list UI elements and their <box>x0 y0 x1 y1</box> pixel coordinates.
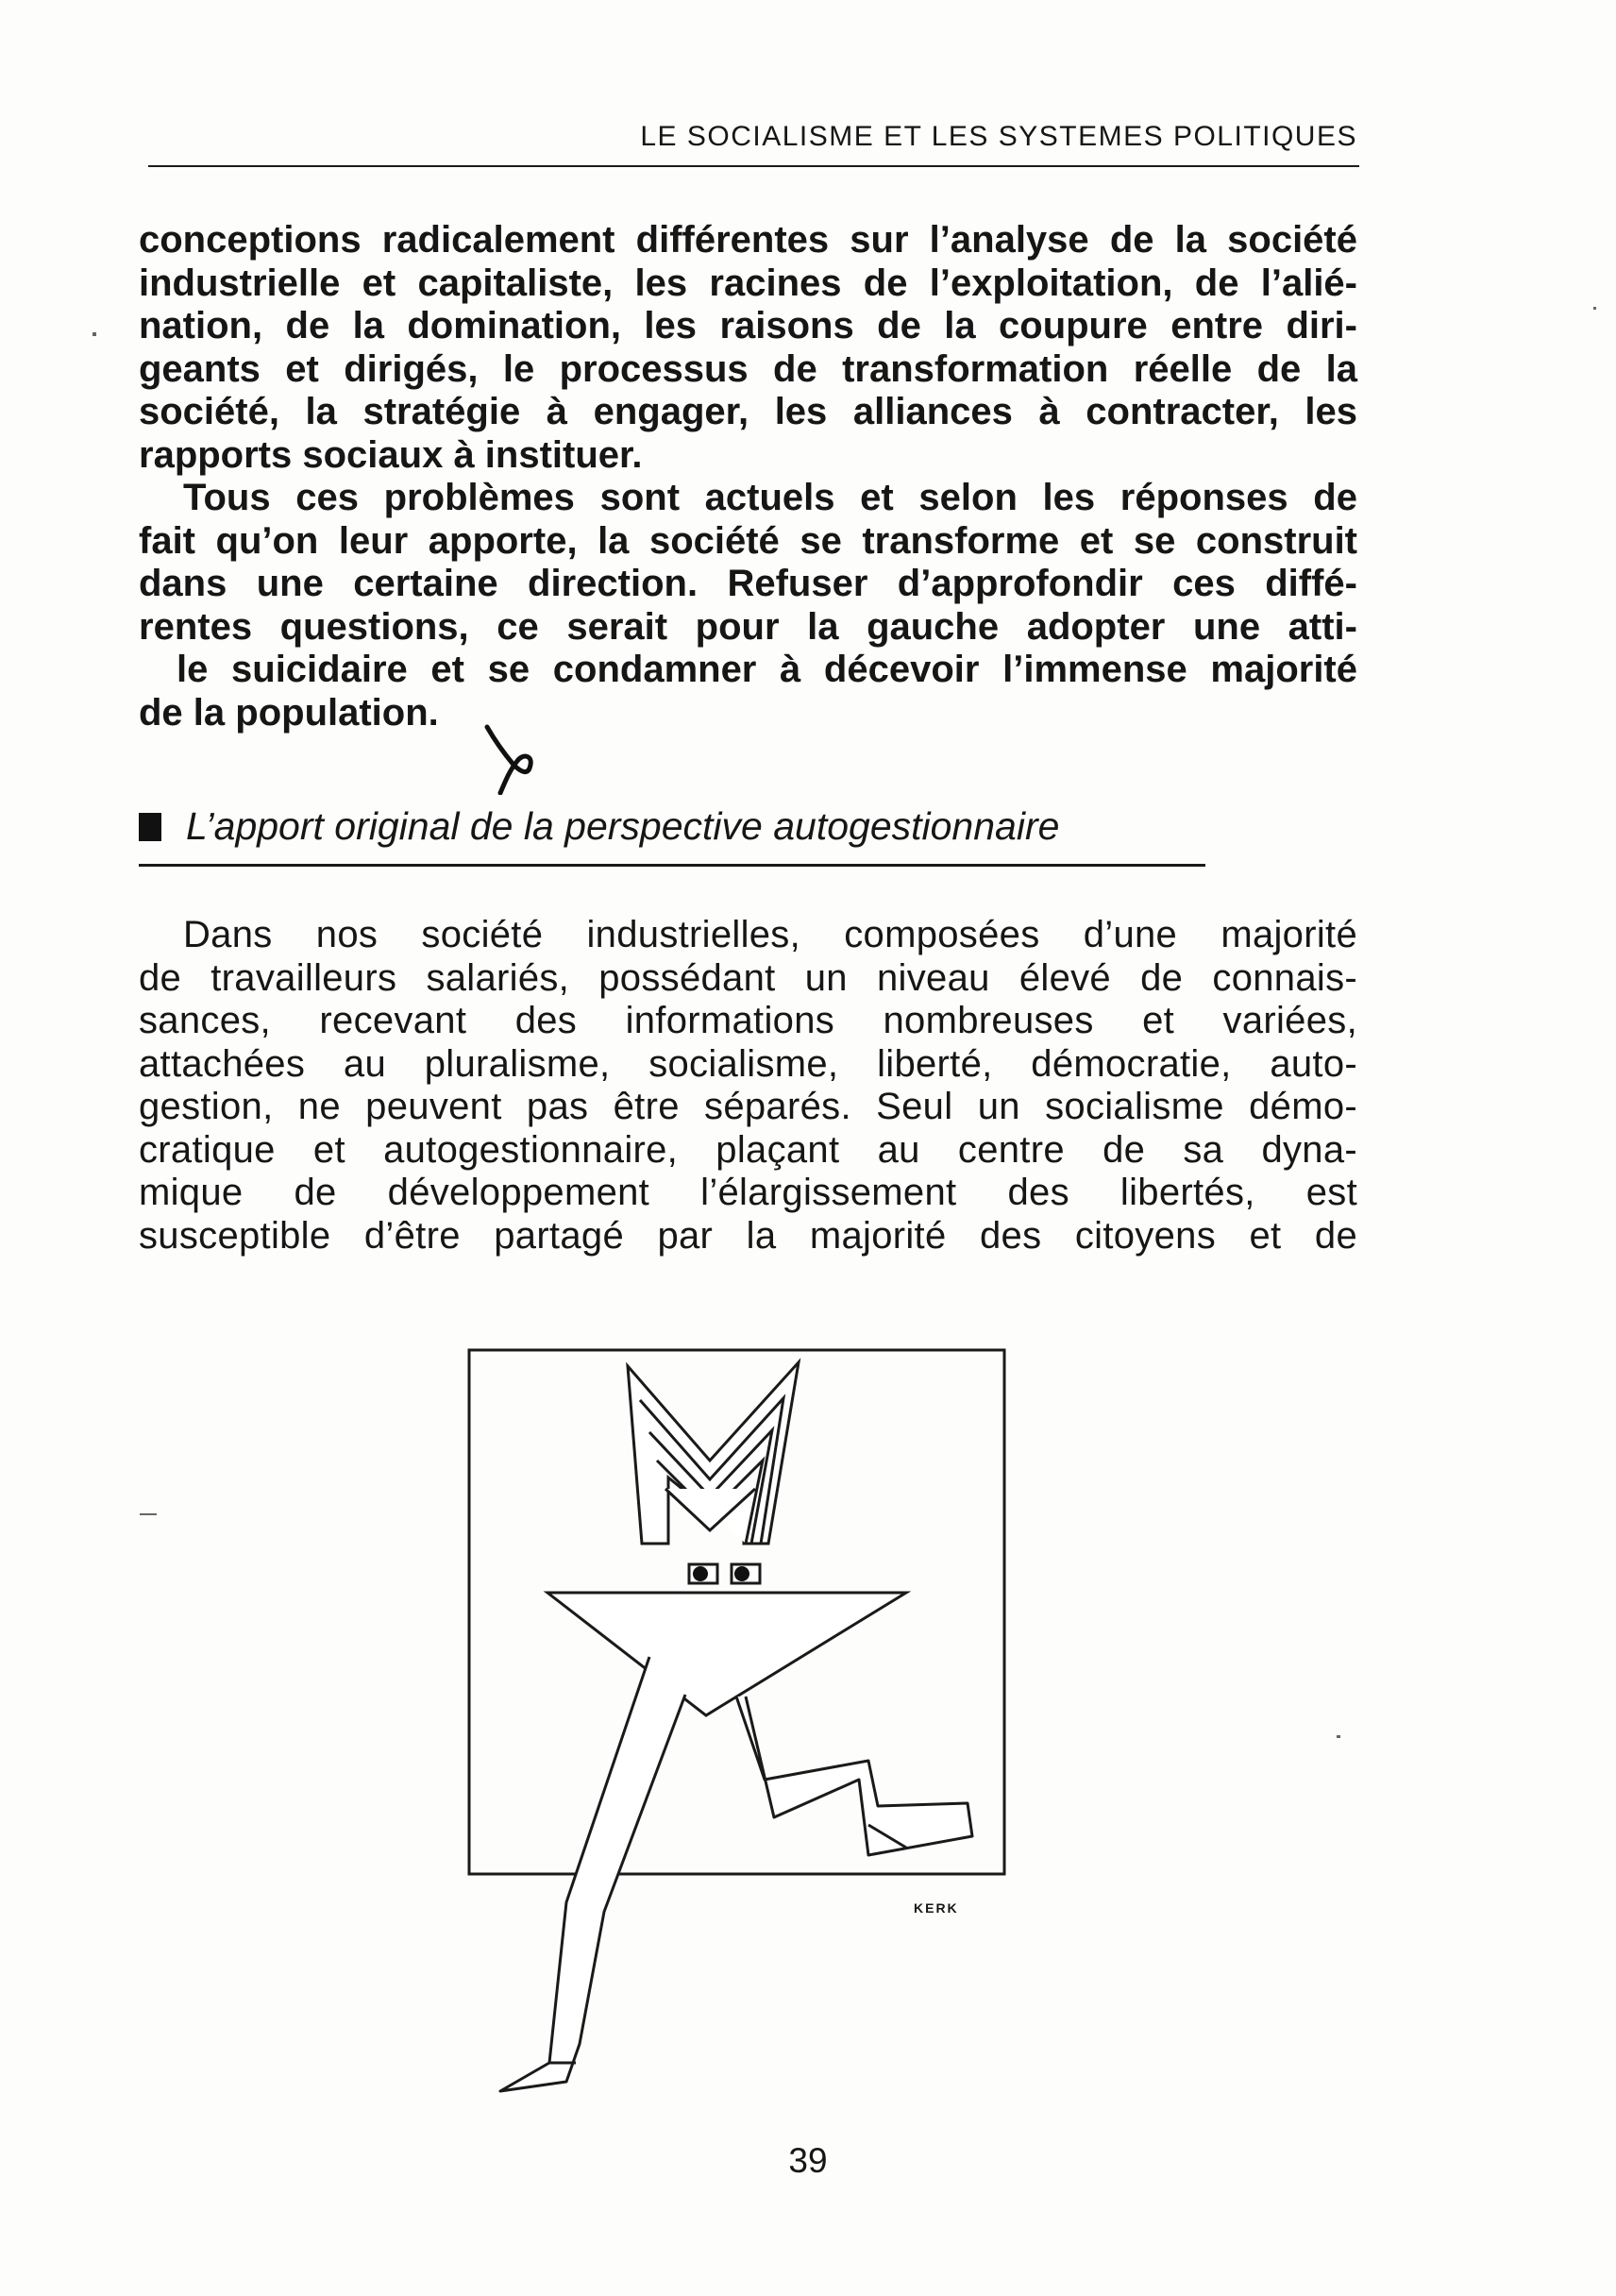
text-line: gestion, ne peuvent pas être séparés. Seul un socialisme démo- <box>139 1086 1357 1127</box>
text-line: société, la stratégie à engager, les alliances à contracter, les <box>139 391 1357 432</box>
text-line: rapports sociaux à instituer. <box>139 433 643 476</box>
scan-speck <box>1593 307 1596 310</box>
square-bullet-icon <box>139 813 161 841</box>
text-line: le suicidaire et se condamner à décevoir l’immense majorité <box>177 649 1357 690</box>
text-line: Dans nos société industrielles, composées d’une majorité <box>183 914 1357 955</box>
text-line: Tous ces problèmes sont actuels et selon les réponses de <box>183 477 1357 518</box>
scan-speck <box>1337 1735 1340 1738</box>
running-head: LE SOCIALISME ET LES SYSTEMES POLITIQUES <box>640 121 1357 152</box>
text-line: attachées au pluralisme, socialisme, liberté, démocratie, auto- <box>139 1042 1357 1085</box>
paragraph-2 <box>139 477 1357 734</box>
section-heading-text: L’apport original de la perspective autogestionnaire <box>186 804 1060 848</box>
text-line: conceptions radicalement différentes sur l’analyse de la société <box>139 219 1357 261</box>
paragraph-3 <box>139 914 1357 1258</box>
text-line: susceptible d’être partagé par la majorité des citoyens et de <box>139 1214 1357 1257</box>
paragraph-1 <box>139 219 1357 477</box>
text-line: nation, de la domination, les raisons de la coupure entre diri- <box>139 305 1357 346</box>
scan-speck <box>93 332 96 336</box>
text-line: rentes questions, ce serait pour la gauche adopter une atti- <box>139 605 1357 648</box>
text-line: de la population. <box>139 691 439 734</box>
cartoon-illustration <box>463 1345 1029 2138</box>
text-line: cratique et autogestionnaire, plaçant au centre de sa dyna- <box>139 1128 1357 1171</box>
text-line: industrielle et capitaliste, les racines de l’exploitation, de l’alié- <box>139 262 1357 304</box>
text-line: sances, recevant des informations nombreuses et variées, <box>139 1000 1357 1041</box>
section-rule <box>139 864 1205 867</box>
header-rule <box>148 165 1359 167</box>
artist-signature: KERK <box>914 1900 959 1916</box>
text-line: dans une certaine direction. Refuser d’approfondir ces diffé- <box>139 563 1357 604</box>
text-line: geants et dirigés, le processus de transformation réelle de la <box>139 347 1357 390</box>
section-heading <box>139 804 1224 849</box>
text-line: mique de développement l’élargissement des libertés, est <box>139 1172 1357 1213</box>
page-number: 39 <box>788 2141 828 2180</box>
text-line: fait qu’on leur apporte, la société se transforme et se construit <box>139 519 1357 562</box>
scan-speck <box>140 1513 157 1515</box>
text-line: de travailleurs salariés, possédant un niveau élevé de connais- <box>139 956 1357 999</box>
handwritten-cross-mark <box>481 719 538 795</box>
